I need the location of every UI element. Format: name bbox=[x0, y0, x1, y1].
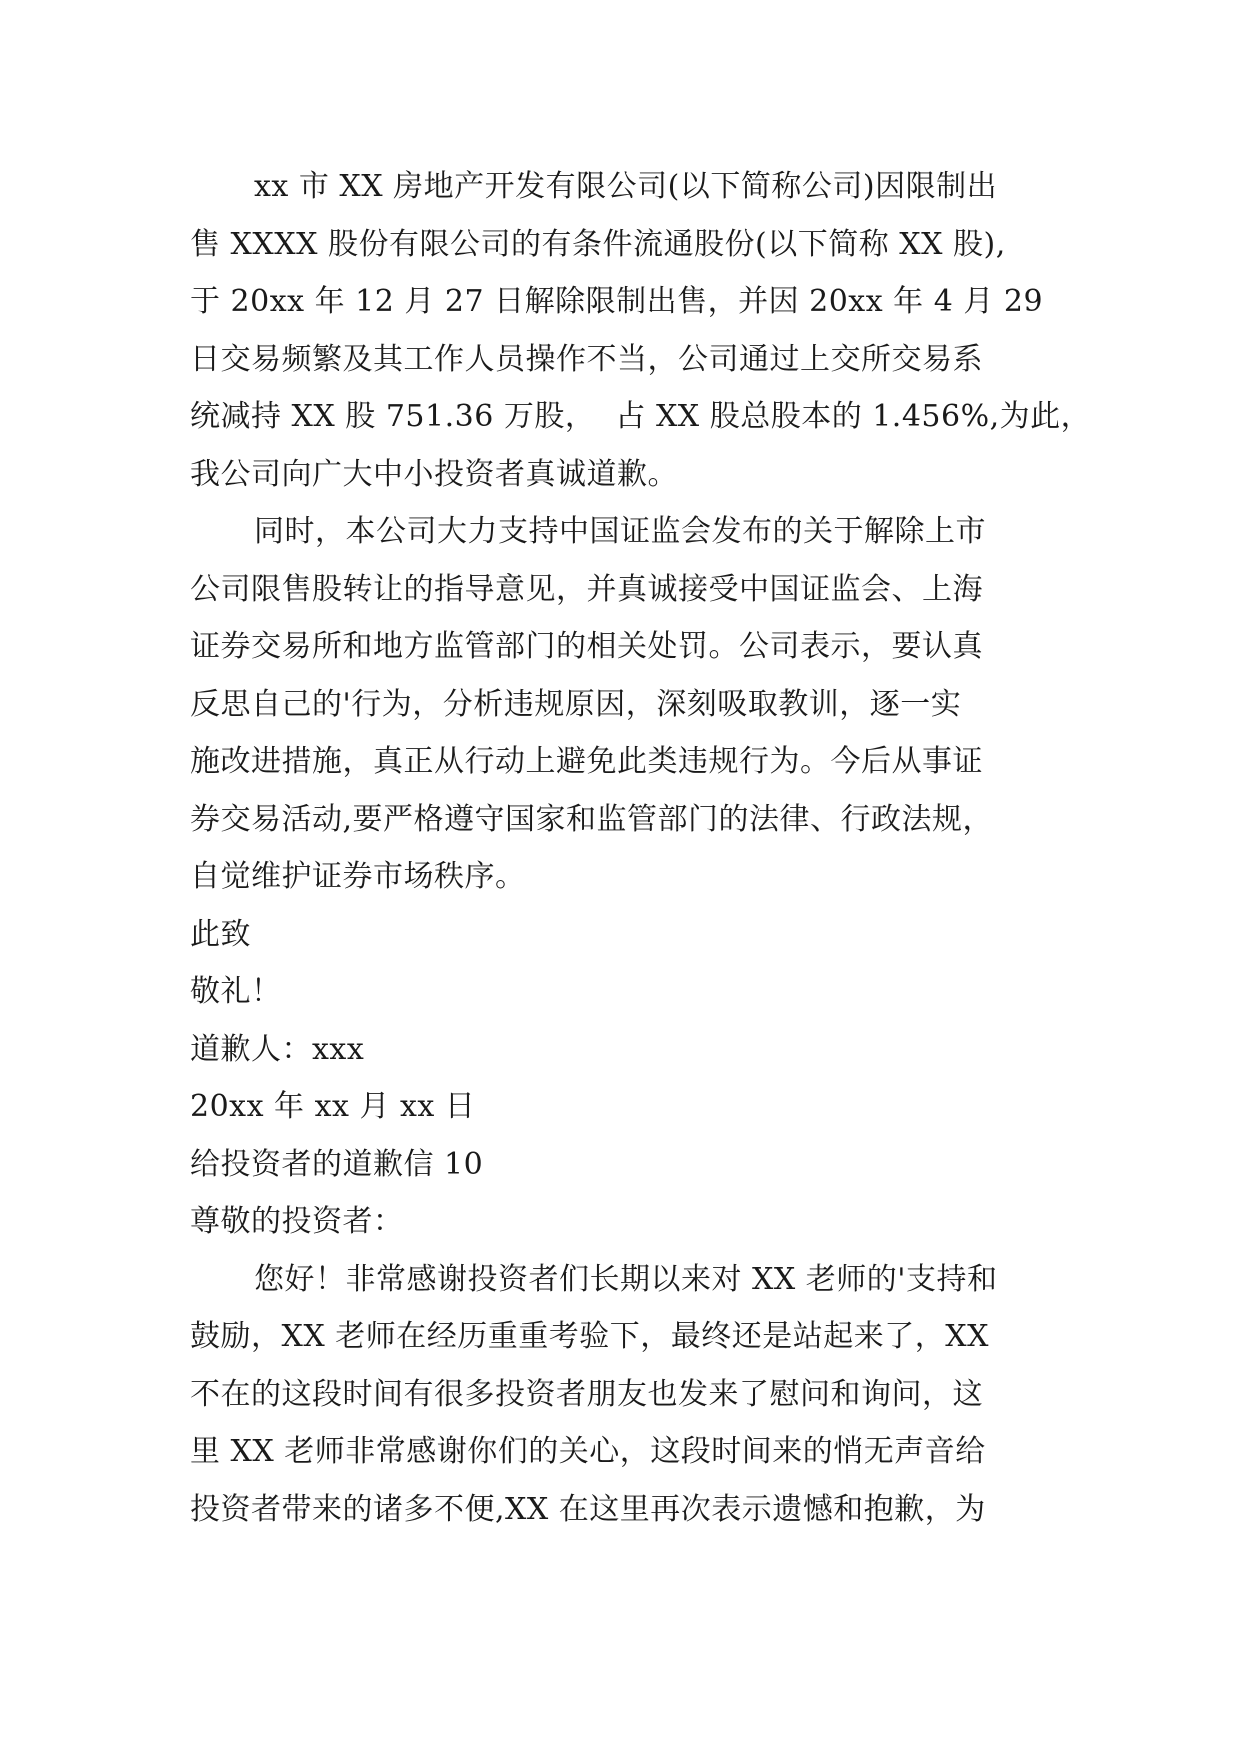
text-line: 于 20xx 年 12 月 27 日解除限制出售，并因 20xx 年 4 月 29 bbox=[190, 284, 1044, 319]
paragraph-apology-1 bbox=[190, 158, 1092, 503]
text-line: 里 XX 老师非常感谢你们的关心，这段时间来的悄无声音给 bbox=[190, 1434, 986, 1469]
text-line: 统减持 XX 股 751.36 万股， 占 XX 股总股本的 1.456%,为此， bbox=[190, 399, 1092, 434]
closing-line: 此致 bbox=[190, 916, 251, 952]
text-line: 券交易活动,要严格遵守国家和监管部门的法律、行政法规， bbox=[190, 801, 994, 837]
paragraph-letter-10 bbox=[190, 1251, 1050, 1539]
signer-line: 道歉人：xxx bbox=[190, 1031, 365, 1067]
text-line: 投资者带来的诸多不便,XX 在这里再次表示遗憾和抱歉，为 bbox=[190, 1491, 986, 1527]
text-line: 您好！非常感谢投资者们长期以来对 XX 老师的'支持和 bbox=[254, 1261, 998, 1297]
text-line: 证券交易所和地方监管部门的相关处罚。公司表示，要认真 bbox=[190, 629, 983, 664]
text-line: 公司限售股转让的指导意见，并真诚接受中国证监会、上海 bbox=[190, 571, 983, 607]
text-line: 反思自己的'行为，分析违规原因，深刻吸取教训，逐一实 bbox=[190, 686, 962, 722]
text-line: 同时，本公司大力支持中国证监会发布的关于解除上市 bbox=[254, 514, 986, 549]
text-line: 售 XXXX 股份有限公司的有条件流通股份(以下简称 XX 股), bbox=[190, 226, 1006, 262]
paragraph-apology-2 bbox=[190, 503, 1050, 906]
text-line: 不在的这段时间有很多投资者朋友也发来了慰问和询问，这 bbox=[190, 1376, 983, 1412]
salute-line: 敬礼！ bbox=[190, 974, 282, 1009]
text-line: 日交易频繁及其工作人员操作不当，公司通过上交所交易系 bbox=[190, 341, 983, 377]
document-body bbox=[190, 158, 1092, 1538]
greeting-line: 尊敬的投资者： bbox=[190, 1204, 404, 1239]
text-line: 鼓励，XX 老师在经历重重考验下，最终还是站起来了，XX bbox=[190, 1319, 989, 1354]
text-line: 施改进措施，真正从行动上避免此类违规行为。今后从事证 bbox=[190, 744, 983, 779]
text-line: xx 市 XX 房地产开发有限公司(以下简称公司)因限制出 bbox=[254, 169, 998, 204]
letter-title: 给投资者的道歉信 10 bbox=[190, 1146, 484, 1182]
text-line: 我公司向广大中小投资者真诚道歉。 bbox=[190, 456, 678, 492]
text-line: 自觉维护证券市场秩序。 bbox=[190, 859, 526, 894]
date-line: 20xx 年 xx 月 xx 日 bbox=[190, 1089, 476, 1124]
